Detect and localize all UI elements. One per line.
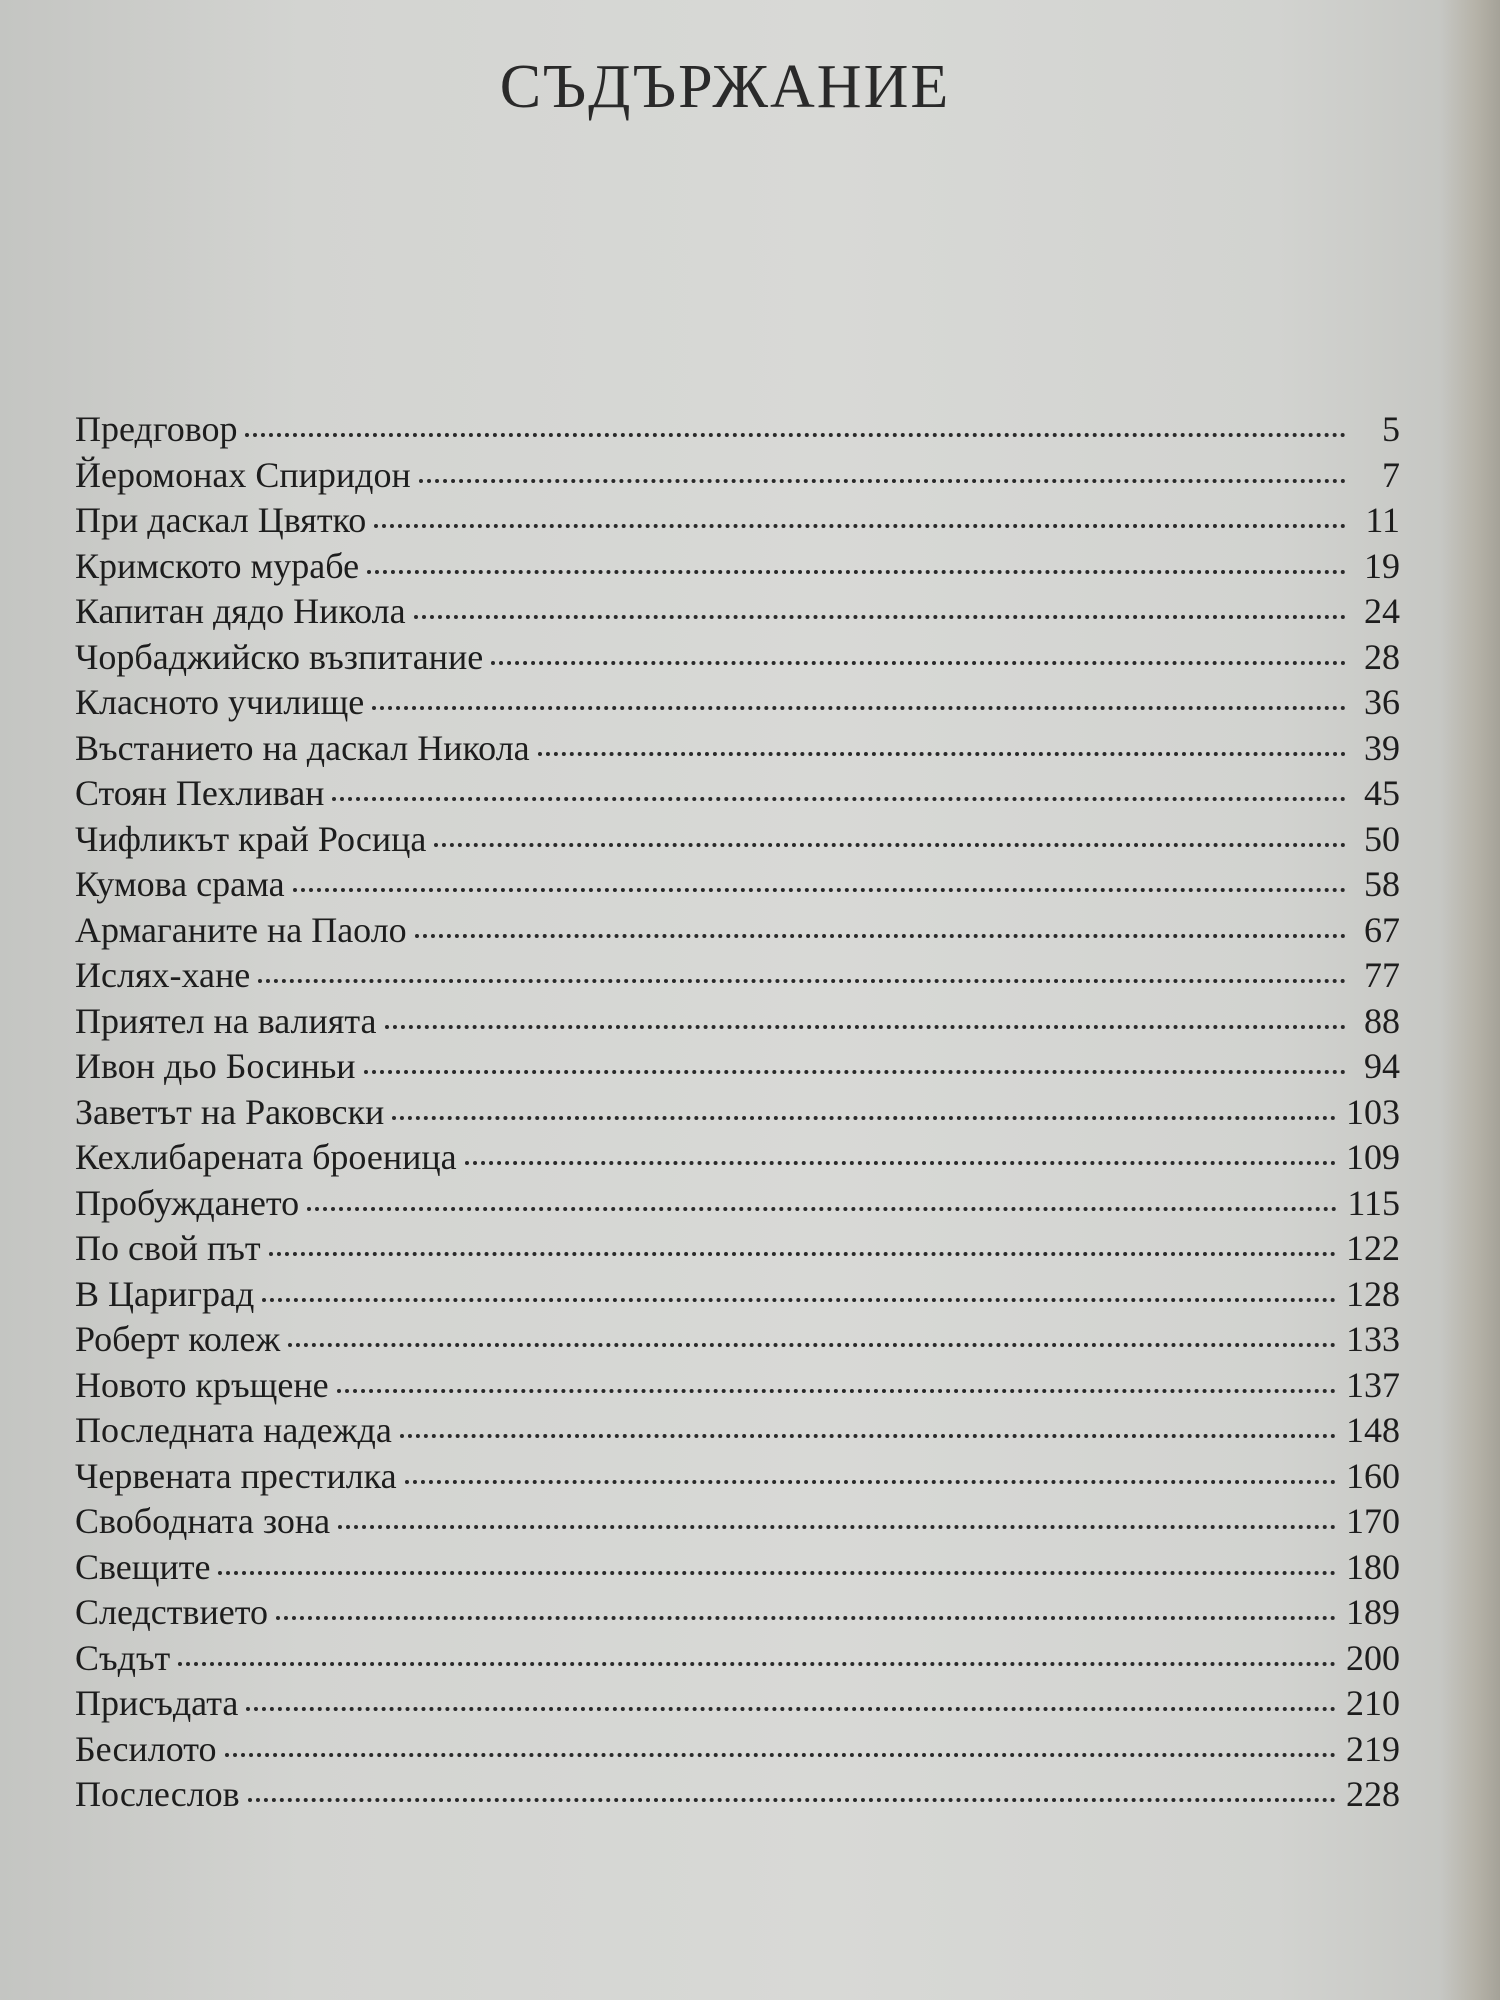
dot-leader [434,843,1346,847]
toc-entry [75,999,1400,1045]
toc-entry [75,1727,1400,1773]
toc-entry-title: Предговор [75,409,238,449]
dot-leader [258,979,1346,983]
toc-entry [75,1181,1400,1227]
toc-entry-title: Присъдата [75,1683,239,1723]
toc-entry [75,680,1400,726]
toc-entry-page-number: 109 [1346,1137,1400,1177]
toc-entry-title: При даскал Цвятко [75,500,367,540]
toc-entry-title: Йеромонах Спиридон [75,454,411,495]
toc-entry-page-number: 122 [1346,1228,1400,1268]
toc-entry [75,1226,1400,1272]
toc-entry [75,817,1400,863]
dot-leader [218,1571,1336,1575]
toc-entry-page-number: 160 [1346,1455,1400,1496]
toc-entry [75,726,1400,772]
dot-leader [269,1252,1336,1256]
toc-entry-title: Чорбаджийско възпитание [75,636,484,677]
toc-entry-title: Съдът [75,1637,171,1678]
toc-entry-title: Свободната зона [75,1501,331,1541]
toc-entry [75,1363,1400,1409]
toc-entry-page-number: 148 [1346,1410,1400,1450]
toc-entry-page-number: 77 [1364,955,1400,995]
toc-entry-page-number: 5 [1382,409,1400,449]
toc-entry [75,1499,1400,1545]
dot-leader [415,934,1346,938]
dot-leader [491,661,1346,665]
dot-leader [178,1662,1336,1666]
dot-leader [538,752,1346,756]
toc-entry [75,908,1400,954]
toc-entry-title: Следствието [75,1592,269,1632]
toc-entry-page-number: 39 [1364,727,1400,768]
toc-entry-page-number: 58 [1364,864,1400,904]
toc-entry-page-number: 170 [1346,1501,1400,1541]
dot-leader [372,706,1346,710]
dot-leader [262,1298,1336,1302]
toc-entry-title: Приятел на валията [75,1000,377,1041]
toc-entry-title: Послеслов [75,1774,240,1814]
toc-entry [75,544,1400,590]
toc-entry-page-number: 36 [1364,682,1400,722]
toc-entry-page-number: 24 [1364,591,1400,631]
toc-entry [75,589,1400,635]
dot-leader [332,797,1346,801]
toc-entry [75,407,1400,453]
dot-leader [419,479,1346,483]
toc-entry [75,498,1400,544]
toc-entry-title: Заветът на Раковски [75,1091,385,1132]
toc-entry-page-number: 50 [1364,818,1400,859]
toc-entry-title: Червената престилка [75,1455,397,1496]
toc-entry-page-number: 200 [1346,1637,1400,1678]
dot-leader [367,570,1346,574]
toc-entry-title: Кримското мурабе [75,545,360,586]
toc-entry [75,1636,1400,1682]
toc-entry-page-number: 210 [1346,1683,1400,1723]
dot-leader [338,1525,1336,1529]
toc-entry-title: Стоян Пехливан [75,773,325,813]
toc-entry-page-number: 45 [1364,773,1400,813]
dot-leader [288,1343,1336,1347]
dot-leader [414,615,1346,619]
toc-entry-title: Кумова срама [75,864,285,904]
dot-leader [385,1025,1347,1029]
toc-entry-title: Въстанието на даскал Никола [75,727,530,768]
dot-leader [225,1753,1336,1757]
toc-entry-page-number: 128 [1346,1273,1400,1314]
toc-entry [75,1454,1400,1500]
dot-leader [374,524,1346,528]
toc-entry-page-number: 137 [1346,1364,1400,1405]
toc-entry-page-number: 11 [1365,500,1400,540]
dot-leader [276,1616,1336,1620]
table-of-contents [75,407,1400,1818]
toc-entry [75,953,1400,999]
toc-entry-page-number: 180 [1346,1546,1400,1587]
toc-entry-page-number: 228 [1346,1774,1400,1814]
toc-entry [75,1681,1400,1727]
toc-entry-title: По свой път [75,1228,261,1268]
toc-entry-page-number: 133 [1346,1319,1400,1359]
dot-leader [245,433,1346,437]
toc-entry-page-number: 88 [1364,1000,1400,1041]
toc-entry-page-number: 115 [1347,1182,1400,1223]
page-title: СЪДЪРЖАНИЕ [499,53,951,121]
toc-entry [75,1135,1400,1181]
toc-entry [75,1317,1400,1363]
toc-entry [75,771,1400,817]
toc-entry [75,1590,1400,1636]
toc-entry-title: Бесилото [75,1728,217,1769]
toc-entry [75,1772,1400,1818]
toc-entry [75,453,1400,499]
dot-leader [293,888,1346,892]
dot-leader [400,1434,1336,1438]
toc-entry-title: Кехлибарената броеница [75,1137,457,1177]
toc-entry-page-number: 7 [1382,454,1400,495]
dot-leader [465,1161,1336,1165]
toc-entry-page-number: 94 [1364,1046,1400,1086]
toc-entry-title: Ивон дьо Босиньи [75,1046,356,1086]
toc-entry-title: Чифликът край Росица [75,818,427,859]
toc-entry-page-number: 189 [1346,1592,1400,1632]
toc-entry [75,1408,1400,1454]
toc-entry-page-number: 103 [1346,1091,1400,1132]
toc-entry-title: Пробуждането [75,1182,300,1223]
toc-entry-title: Роберт колеж [75,1319,281,1359]
dot-leader [337,1389,1336,1393]
toc-entry [75,1044,1400,1090]
toc-entry-title: Ислях-хане [75,955,251,995]
dot-leader [248,1798,1336,1802]
toc-entry [75,1272,1400,1318]
toc-entry-title: Капитан дядо Никола [75,591,406,631]
toc-entry-title: Новото кръщене [75,1364,329,1405]
dot-leader [392,1116,1336,1120]
toc-entry [75,635,1400,681]
toc-entry-page-number: 219 [1346,1728,1400,1769]
toc-entry-page-number: 28 [1364,636,1400,677]
toc-entry-page-number: 67 [1364,909,1400,950]
dot-leader [307,1207,1337,1211]
dot-leader [364,1070,1346,1074]
toc-entry [75,1090,1400,1136]
toc-entry-page-number: 19 [1364,545,1400,586]
toc-entry-title: Армаганите на Паоло [75,909,407,950]
toc-entry-title: В Цариград [75,1273,255,1314]
toc-entry [75,1545,1400,1591]
toc-entry-title: Последната надежда [75,1410,392,1450]
toc-entry [75,862,1400,908]
toc-entry-title: Класното училище [75,682,365,722]
dot-leader [246,1707,1336,1711]
dot-leader [405,1480,1336,1484]
toc-entry-title: Свещите [75,1546,211,1587]
